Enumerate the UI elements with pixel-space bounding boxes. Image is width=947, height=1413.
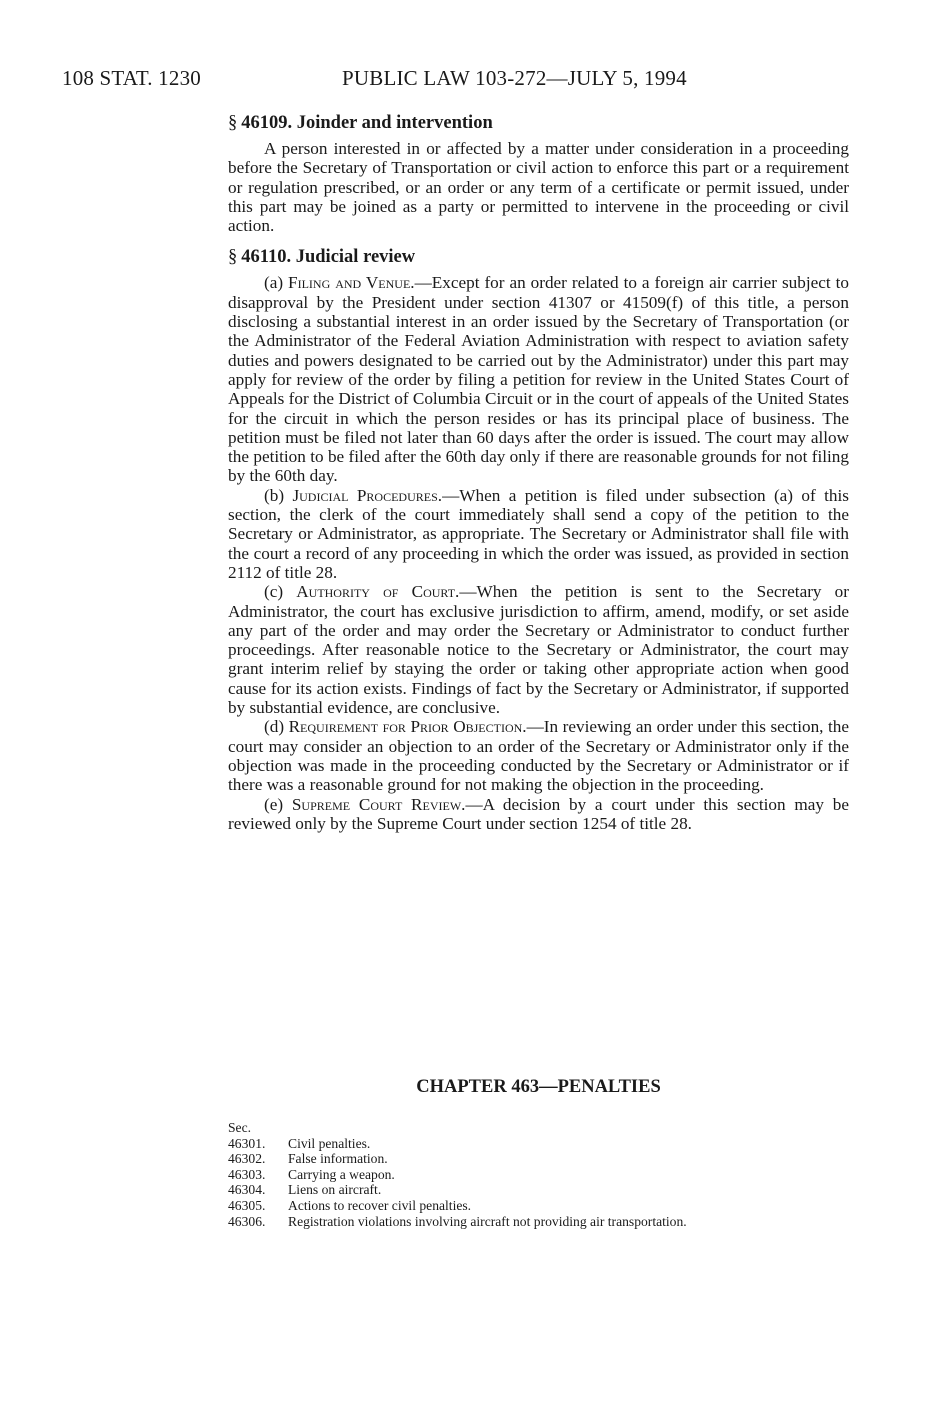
paragraph — [228, 139, 849, 235]
subsection-label: (d) — [264, 717, 289, 737]
subsection-label: (a) — [264, 273, 289, 293]
section-heading-46109 — [228, 112, 849, 134]
toc-entry — [228, 1214, 868, 1230]
section-symbol: § — [228, 247, 238, 268]
subsection-label: (c) — [264, 582, 297, 602]
chapter-heading: CHAPTER 463—PENALTIES — [416, 1077, 661, 1097]
toc-entry-title: Civil penalties. — [288, 1135, 371, 1151]
toc-entry-number: 46306. — [228, 1213, 266, 1229]
public-law-title: PUBLIC LAW 103-272—JULY 5, 1994 — [342, 66, 687, 90]
toc-entry-number: 46303. — [228, 1166, 266, 1182]
subsection-label: (e) — [264, 794, 292, 814]
toc-entry-title: Carrying a weapon. — [288, 1166, 395, 1182]
toc-entry-number: 46305. — [228, 1197, 266, 1213]
toc-entry — [228, 1198, 868, 1214]
subsection-text: —A decision by a court under this section may be reviewed only by the Supreme Court under section 1254 of title 28. — [228, 794, 849, 833]
section-symbol: § — [228, 113, 238, 133]
section-number: 46110. — [241, 247, 292, 268]
chapter-table-of-contents — [228, 1120, 868, 1229]
subsection-heading: Filing and Venue. — [288, 273, 415, 293]
subsection-heading: Supreme Court Review. — [291, 794, 466, 814]
subsection-a — [228, 273, 849, 485]
toc-entry-number: 46301. — [228, 1135, 266, 1151]
subsection-label: (b) — [264, 485, 293, 505]
subsection-heading: Requirement for Prior Objection. — [288, 717, 527, 737]
toc-entry — [228, 1167, 868, 1183]
subsection-c — [228, 582, 849, 717]
section-body — [228, 112, 849, 833]
subsection-text: —Except for an order related to a foreign air carrier subject to disapproval by the President under section 41307 or 41509(f) of this title, a person disclosing a substantial interest in an order issued by the Secretary of Transportation (or the Administrator of the Federal Aviation Administration with respect to aviation safety duties and powers designated to be carried out by the Administrator) under this part may apply for review of the order by filing a petition for review in the United States Court of Appeals for the District of Columbia Circuit or in the court of appeals of the United States for the circuit in which the person resides or has its principal place of business. The petition must be filed not later than 60 days after the order is issued. The court may allow the petition to be filed after the 60th day only if there are reasonable grounds for not filing by the 60th day. — [228, 273, 849, 486]
toc-entry-title: Actions to recover civil penalties. — [288, 1197, 472, 1213]
toc-entry-title: False information. — [288, 1151, 388, 1167]
toc-entry-number: 46304. — [228, 1182, 266, 1198]
subsection-text: —In reviewing an order under this section, the court may consider an objection to an order of the Secretary or Administrator only if the objection was made in the proceeding conducted by the Secretary or Administrator or if there was a reasonable ground for not making the objection in the proceeding. — [228, 717, 849, 795]
section-heading-46110 — [228, 246, 849, 268]
stat-citation: 108 STAT. 1230 — [62, 66, 201, 90]
section-title: Judicial review — [295, 247, 416, 268]
toc-entry — [228, 1182, 868, 1198]
paragraph-text: A person interested in or affected by a matter under consideration in a proceeding before the Secretary of Transportation or civil action to enforce this part or a requirement or regulation prescribed, or an order or any term of a certificate or permit issued, under this part may be joined as a party or permitted to intervene in the proceeding or civil action. — [228, 139, 849, 236]
subsection-heading: Authority of Court. — [296, 582, 460, 602]
toc-entry-number: 46302. — [228, 1151, 266, 1167]
subsection-d — [228, 717, 849, 794]
section-title: Joinder and intervention — [296, 113, 493, 133]
subsection-e — [228, 795, 849, 834]
toc-sec-label: Sec. — [228, 1120, 252, 1135]
subsection-text: —When a petition is filed under subsection (a) of this section, the clerk of the court immediately shall send a copy of the petition to the Secretary or Administrator, as appropriate. The Secretary or Administrator shall file with the court a record of any proceeding in which the order was issued, as provided in section 2112 of title 28. — [228, 485, 849, 582]
subsection-b — [228, 486, 849, 582]
subsection-text: —When the petition is sent to the Secretary or Administrator, the court has exclusive jurisdiction to affirm, amend, modify, or set aside any part of the order and may order the Secretary or Administrator to conduct further proceedings. After reasonable notice to the Secretary or Administrator, the court may grant interim relief by staying the order or taking other appropriate action when good cause for its action exists. Findings of fact by the Secretary or Administrator, if supported by substantial evidence, are conclusive. — [228, 582, 849, 718]
toc-entry-title: Registration violations involving aircraft not providing air transportation. — [288, 1213, 687, 1229]
section-number: 46109. — [241, 113, 293, 133]
toc-entry — [228, 1136, 868, 1152]
toc-entry-title: Liens on aircraft. — [288, 1182, 382, 1198]
subsection-heading: Judicial Procedures. — [292, 485, 443, 505]
toc-entry — [228, 1151, 868, 1167]
